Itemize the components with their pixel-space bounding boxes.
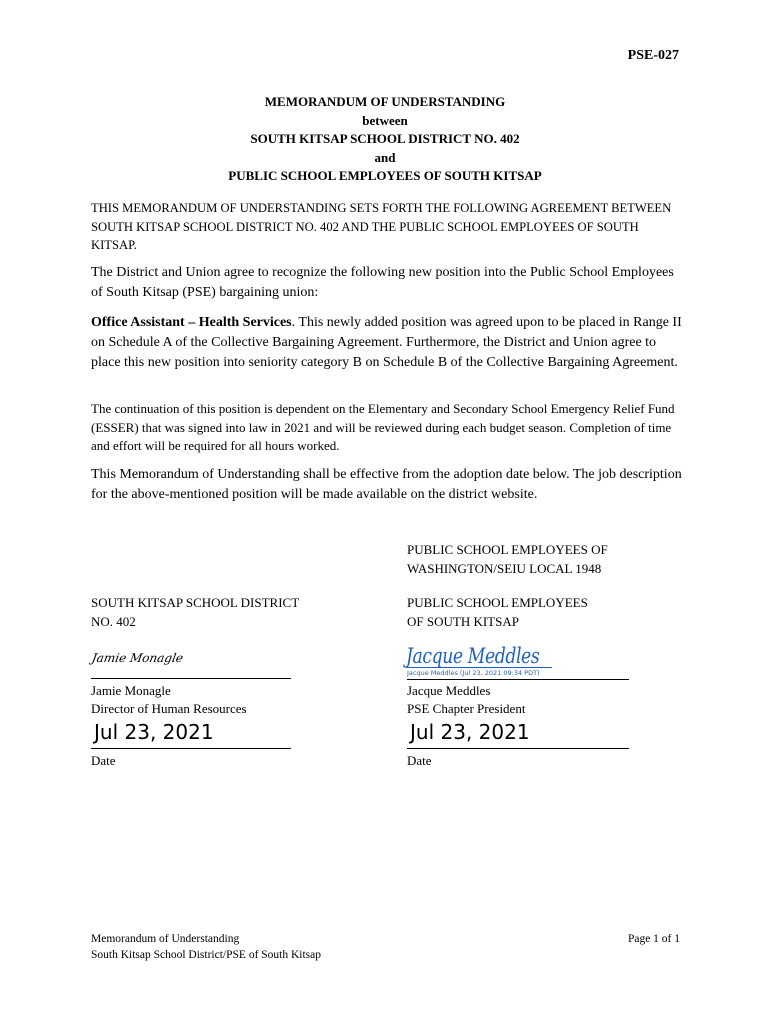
district-signer-role: Director of Human Resources [91,701,247,716]
position-details: . This newly added position was agreed upon to be placed in Range II on Schedule A of the Collective Bargaining Agreement. Furthermore, the District and Union agree to place this new position into seniority category B on Schedule B of the Collective Bargaining Agreement. [91,315,682,370]
district-signer-name: Jamie Monagle [91,683,171,698]
union-esign-underline [406,667,552,668]
document-id: PSE-027 [627,48,679,63]
district-signature-line [91,678,291,679]
union-org-line-1: PUBLIC SCHOOL EMPLOYEES [407,595,588,610]
title-line-2: between [362,112,408,128]
union-date-line [407,748,629,749]
district-org-line-1: SOUTH KITSAP SCHOOL DISTRICT [91,595,300,610]
title-line-3: SOUTH KITSAP SCHOOL DISTRICT NO. 402 [250,131,520,146]
union-signer-role: PSE Chapter President [407,701,526,716]
title-line-1: MEMORANDUM OF UNDERSTANDING [264,94,506,109]
title-line-5: PUBLIC SCHOOL EMPLOYEES OF SOUTH KITSAP [228,168,542,183]
district-org-block [91,594,299,631]
district-date-label: Date [91,753,116,768]
union-date-value: Jul 23, 2021 [410,720,530,744]
footer-line-1: Memorandum of Understanding [91,933,240,945]
union-local-line-1: PUBLIC SCHOOL EMPLOYEES OF [407,542,608,557]
title-line-4: and [374,149,396,165]
memo-title [0,93,770,186]
footer-left [91,931,321,963]
union-date-label: Date [407,753,432,768]
paragraph-effective: This Memorandum of Understanding shall be effective from the adoption date below. The job description for the above-mentioned position will be made available on the district website. [91,467,682,502]
district-date-line [91,748,291,749]
position-title: Office Assistant – Health Services [91,315,292,330]
union-signature-line [407,679,629,680]
paragraph-funding: The continuation of this position is dependent on the Elementary and Secondary School Emergency Relief Fund (ESSER) that was signed into law in 2021 and will be reviewed during each budget season. Completion of time and effort will be required for all hours worked. [91,401,675,453]
district-org-line-2: NO. 402 [91,613,136,629]
footer-line-2: South Kitsap School District/PSE of South Kitsap [91,949,322,961]
union-signature: Jacque Meddles [406,644,540,668]
union-org-block [407,594,588,631]
district-date-value: Jul 23, 2021 [94,720,214,744]
paragraph-intro: THIS MEMORANDUM OF UNDERSTANDING SETS FORTH THE FOLLOWING AGREEMENT BETWEEN SOUTH KITSAP SCHOOL DISTRICT NO. 402 AND THE PUBLIC SCHOOL EMPLOYEES OF SOUTH KITSAP. [91,201,672,252]
union-local-line-2: WASHINGTON/SEIU LOCAL 1948 [407,560,602,576]
union-local-header [407,541,608,578]
union-org-line-2: OF SOUTH KITSAP [407,613,519,629]
page-number: Page 1 of 1 [627,933,680,945]
paragraph-position [91,313,683,373]
district-signature: Jamie Monagle [90,651,185,665]
union-signature-stamp: Jacque Meddles (Jul 23, 2021 09:34 PDT) [407,669,540,677]
union-signer-name: Jacque Meddles [407,683,491,698]
paragraph-recognition: The District and Union agree to recognize the following new position into the Public School Employees of South Kitsap (PSE) bargaining union: [91,265,674,300]
